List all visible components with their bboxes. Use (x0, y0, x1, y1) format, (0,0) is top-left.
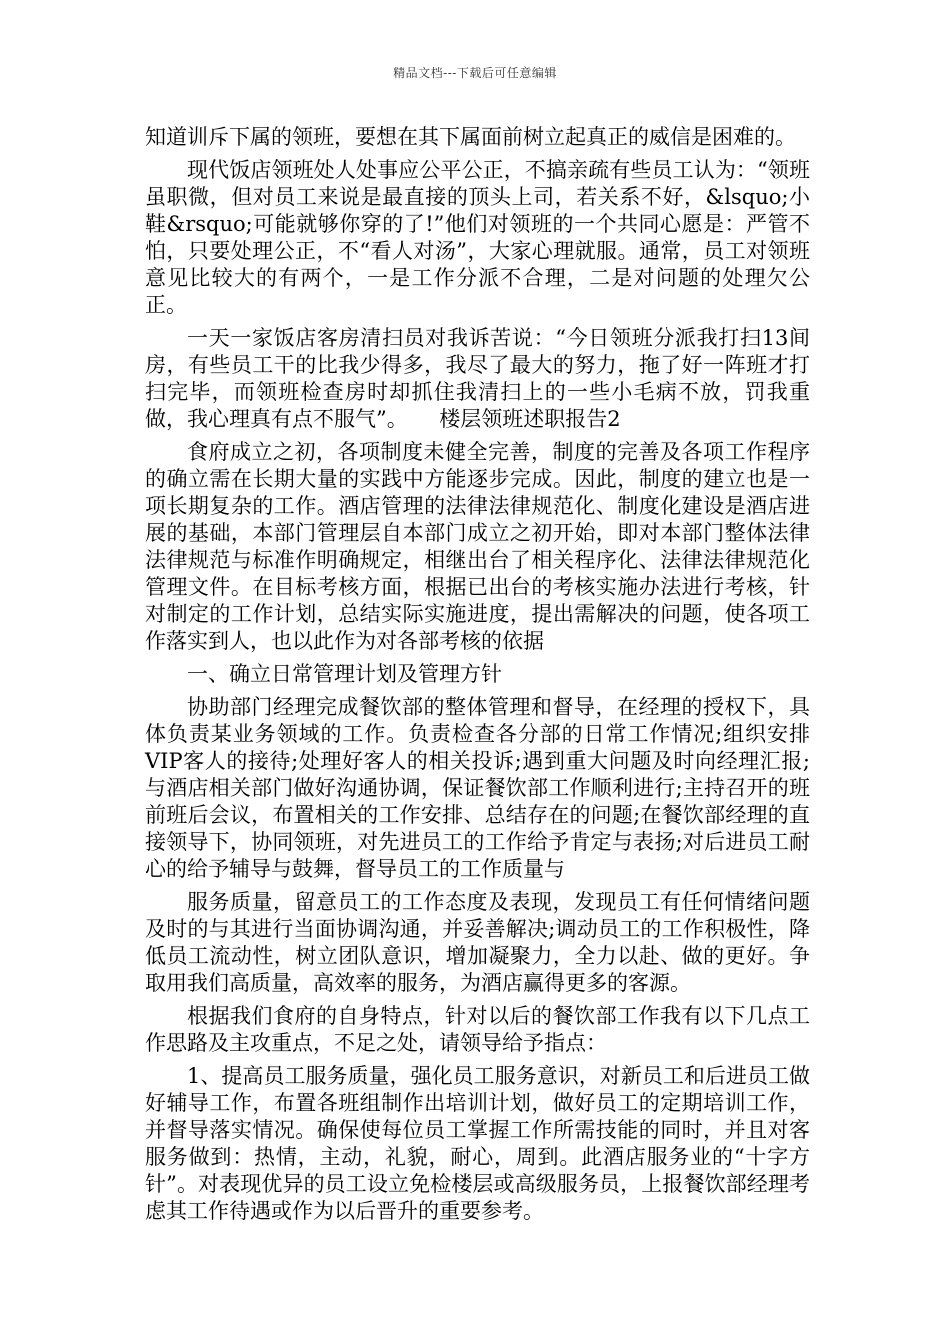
paragraph: 服务质量，留意员工的工作态度及表现，发现员工有任何情绪问题及时的与其进行当面协调沟通，并妥善解决;调动员工的工作积极性，降低员工流动性，树立团队意识，增加凝聚力，全力以赴、做的更好。争取用我们高质量，高效率的服务，为酒店赢得更多的客源。 (145, 890, 810, 995)
document-body (145, 124, 810, 1225)
paragraph: 知道训斥下属的领班，要想在其下属面前树立起真正的威信是困难的。 (145, 125, 796, 149)
paragraph: 协助部门经理完成餐饮部的整体管理和督导，在经理的授权下，具体负责某业务领域的工作。负责检查各分部的日常工作情况;组织安排VIP客人的接待;处理好客人的相关投诉;遇到重大问题及时向经理汇报;与酒店相关部门做好沟通协调，保证餐饮部工作顺利进行;主持召开的班前班后会议，布置相关的工作安排、总结存在的问题;在餐饮部经理的直接领导下，协同领班，对先进员工的工作给予肯定与表扬;对后进员工耐心的给予辅导与鼓舞，督导员工的工作质量与 (145, 695, 810, 881)
page-header: 精品文档---下载后可任意编辑 (393, 66, 557, 80)
section-heading: 一、确立日常管理计划及管理方针 (187, 662, 502, 686)
paragraph: 根据我们食府的自身特点，针对以后的餐饮部工作我有以下几点工作思路及主攻重点，不足之处，请领导给予指点： (145, 1004, 810, 1055)
paragraph: 食府成立之初，各项制度未健全完善，制度的完善及各项工作程序的确立需在长期大量的实践中方能逐步完成。因此，制度的建立也是一项长期复杂的工作。酒店管理的法律法律规范化、制度化建设是酒店进展的基础，本部门管理层自本部门成立之初开始，即对本部门整体法律法律规范与标准作明确规定，相继出台了相关程序化、法律法律规范化管理文件。在目标考核方面，根据已出台的考核实施办法进行考核，针对制定的工作计划，总结实际实施进度，提出需解决的问题，使各项工作落实到人，也以此作为对各部考核的依据 (145, 440, 810, 653)
paragraph: 现代饭店领班处人处事应公平公正，不搞亲疏有些员工认为：“领班虽职微，但对员工来说是最直接的顶头上司，若关系不好，&lsquo;小鞋&rsquo;可能就够你穿的了!”他们对领班的一个共同心愿是：严管不怕，只要处理公正，不“看人对汤”，大家心理就服。通常，员工对领班意见比较大的有两个，一是工作分派不合理，二是对问题的处理欠公正。 (145, 158, 810, 317)
paragraph: 1、提高员工服务质量，强化员工服务意识，对新员工和后进员工做好辅导工作，布置各班组制作出培训计划，做好员工的定期培训工作，并督导落实情况。确保使每位员工掌握工作所需技能的同时，并且对客服务做到：热情，主动，礼貌，耐心，周到。此酒店服务业的“十字方针”。对表现优异的员工设立免检楼层或高级服务员，上报餐饮部经理考虑其工作待遇或作为以后晋升的重要参考。 (145, 1064, 810, 1223)
paragraph: 一天一家饭店客房清扫员对我诉苦说：“今日领班分派我打扫13间房，有些员工干的比我少得多，我尽了最大的努力，拖了好一阵班才打扫完毕，而领班检查房时却抓住我清扫上的一些小毛病不放，罚我重做，我心理真有点不服气”。 楼层领班述职报告2 (145, 326, 810, 431)
